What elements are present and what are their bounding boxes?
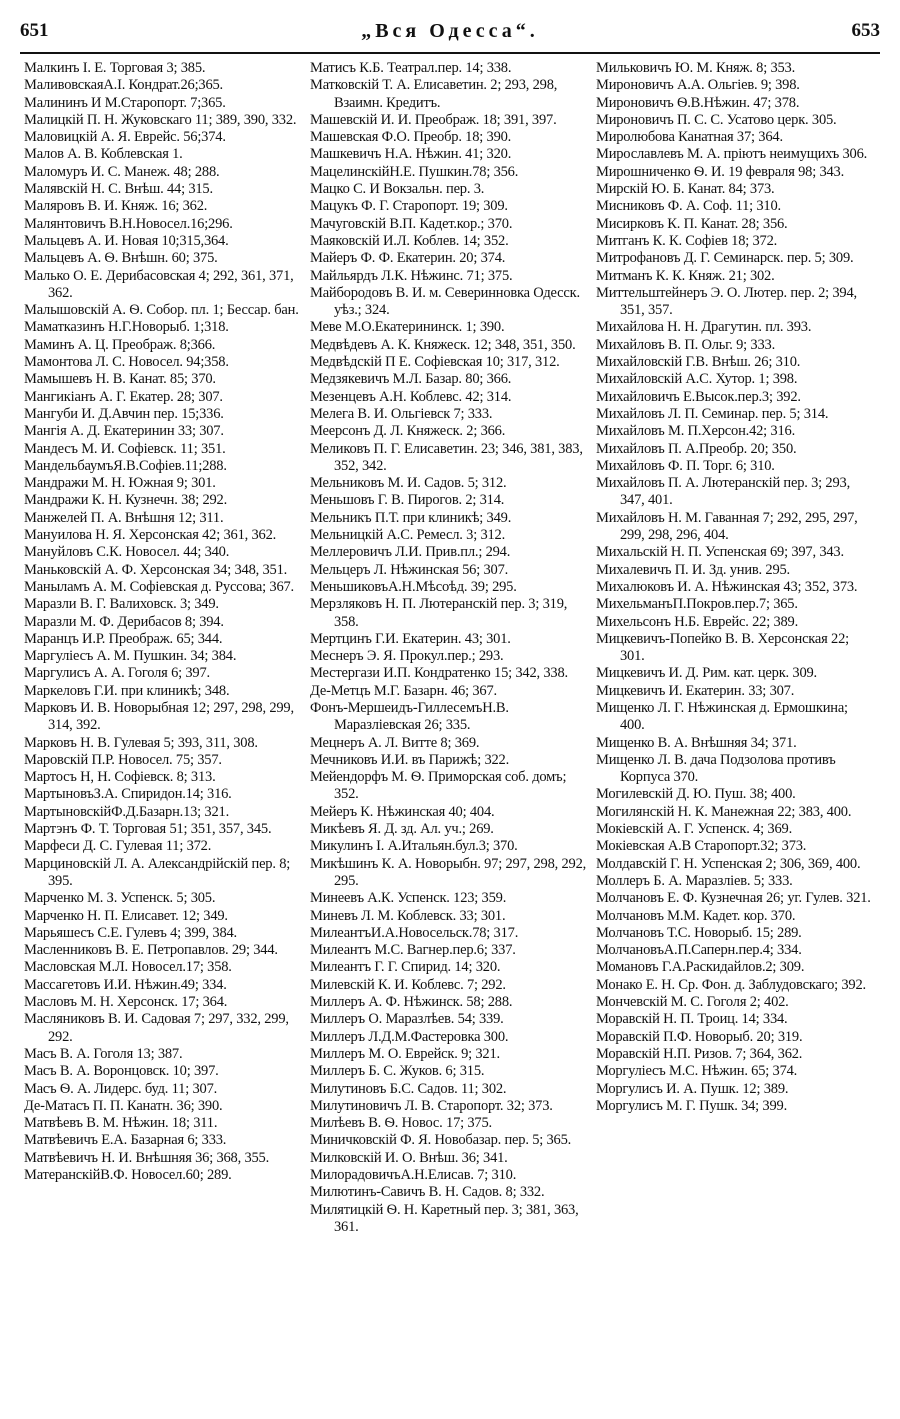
directory-entry: Маранцъ И.Р. Преображ. 65; 344. (24, 630, 223, 647)
directory-entry: Моргулисъ М. Г. Пушк. 34; 399. (596, 1097, 787, 1114)
directory-entry: Матковскій Т. А. Елисаветин. 2; 293, 298, Взаимн. Кредитъ. (310, 77, 558, 111)
directory-entry: Михайловъ Ф. П. Торг. 6; 310. (596, 457, 775, 474)
directory-entry: Молчановъ Т.С. Новорыб. 15; 289. (596, 924, 802, 941)
directory-entry: Молчановъ Е. Ф. Кузнечная 26; уг. Гулев. 321. (596, 890, 871, 907)
directory-entry: МеньшиковъА.Н.Мѣсоѣд. 39; 295. (310, 578, 517, 595)
directory-entry: МартыновъЗ.А. Спиридон.14; 316. (24, 786, 232, 803)
directory-entry: Марковъ И. В. Новорыбная 12; 297, 298, 299, 314, 392. (24, 699, 294, 734)
directory-entry: Маргуліесъ А. М. Пушкин. 34; 384. (24, 648, 237, 665)
directory-entry: Машевская Ф.О. Преобр. 18; 390. (310, 129, 512, 146)
directory-entry: Миневъ Л. М. Коблевск. 33; 301. (310, 907, 506, 924)
directory-entry: Моравскій П.Ф. Новорыб. 20; 319. (596, 1028, 803, 1045)
directory-entry: Минеевъ А.К. Успенск. 123; 359. (310, 890, 507, 907)
directory-entry: Мерзляковъ Н. П. Лютеранскій пер. 3; 319, 358. (310, 596, 568, 630)
directory-entry: Маргулисъ А. А. Гоголя 6; 397. (24, 665, 210, 682)
column-2 (306, 60, 591, 1236)
directory-entry: Мисирковъ К. П. Канат. 28; 356. (596, 215, 788, 232)
directory-entry: Маразли М. Ф. Дерибасов 8; 394. (24, 613, 224, 630)
directory-entry: Маньковскій А. Ф. Херсонская 34; 348, 351. (24, 561, 288, 578)
directory-entry: Моргулисъ И. А. Пушк. 12; 389. (596, 1080, 789, 1097)
directory-entry: Меве М.О.Екатерининск. 1; 390. (310, 319, 505, 336)
directory-entry: Михайловъ В. П. Ольг. 9; 333. (596, 336, 776, 353)
directory-entry: Милутиновъ Б.С. Садов. 11; 302. (310, 1080, 507, 1097)
directory-entry: Мелега В. И. Ольгіевск 7; 333. (310, 405, 493, 422)
directory-entry: Милѣевъ В. Ѳ. Новос. 17; 375. (310, 1115, 492, 1132)
directory-entry: Мицкевичъ И. Екатерин. 33; 307. (596, 682, 795, 699)
directory-entry: Мироновичъ П. С. С. Усатово церк. 305. (596, 111, 837, 128)
directory-entry: Медзякевичъ М.Л. Базар. 80; 366. (310, 371, 512, 388)
directory-entry: Мельникъ П.Т. при клиникѣ; 349. (310, 509, 512, 526)
directory-entry: Милутиновичъ Л. В. Старопорт. 32; 373. (310, 1097, 553, 1114)
directory-entry: Михальскій Н. П. Успенская 69; 397, 343. (596, 544, 844, 561)
directory-entry: Марьяшесъ С.Е. Гулевъ 4; 399, 384. (24, 924, 237, 941)
directory-entry: Мечниковъ И.И. въ Парижѣ; 322. (310, 751, 510, 768)
directory-entry: Меньшовъ Г. В. Пирогов. 2; 314. (310, 492, 505, 509)
directory-entry: МаливовскаяА.I. Кондрат.26;365. (24, 77, 223, 94)
directory-entry: Милютинъ-Савичъ В. Н. Садов. 8; 332. (310, 1184, 545, 1201)
directory-entry: Мицкевичъ-Попейко В. В. Херсонская 22; 301. (596, 630, 849, 665)
directory-entry: Масловъ М. Н. Херсонск. 17; 364. (24, 994, 228, 1011)
directory-entry: Михайловскій Г.В. Внѣш. 26; 310. (596, 354, 801, 371)
directory-entry: Молдавскій Г. Н. Успенская 2; 306, 369, 400. (596, 855, 861, 872)
directory-entry: Мацко С. И Вокзальн. пер. 3. (310, 181, 485, 198)
directory-entry: Михайловъ Н. М. Гаванная 7; 292, 295, 297, 299, 298, 296, 404. (596, 509, 858, 544)
directory-entry: Малявскій Н. С. Внѣш. 44; 315. (24, 181, 213, 198)
directory-entry: Мейендорфъ М. Ѳ. Приморская соб. домъ; 352. (310, 769, 567, 803)
directory-entry: Михайлова Н. Н. Драгутин. пл. 393. (596, 319, 812, 336)
directory-entry: Мандражи М. Н. Южная 9; 301. (24, 475, 216, 492)
directory-entry: Мельницкій А.С. Ремесл. 3; 312. (310, 527, 506, 544)
directory-entry: Мангуби И. Д.Авчин пер. 15;336. (24, 405, 224, 422)
directory-entry: Мертцинъ Г.И. Екатерин. 43; 301. (310, 630, 511, 647)
directory-entry: МартыновскійФ.Д.Базарн.13; 321. (24, 803, 229, 820)
directory-entry: Мацукъ Ф. Г. Старопорт. 19; 309. (310, 198, 508, 215)
directory-entry: Местергази И.П. Кондратенко 15; 342, 338. (310, 665, 568, 682)
directory-entry: Медвѣдевъ А. К. Княжеск. 12; 348, 351, 350. (310, 336, 576, 353)
directory-entry: Мирскій Ю. Б. Канат. 84; 373. (596, 181, 775, 198)
directory-entry: Мальцевъ А. Ѳ. Внѣшн. 60; 375. (24, 250, 218, 267)
directory-entry: Марциновскій Л. А. Александрійскій пер. 8; 395. (24, 855, 291, 889)
left-page-number: 651 (20, 20, 49, 41)
directory-entry: Мануилова Н. Я. Херсонская 42; 361, 362. (24, 527, 277, 544)
directory-entry: Маровскій П.Р. Новосел. 75; 357. (24, 751, 222, 768)
directory-entry: Мартосъ Н, Н. Софіевск. 8; 313. (24, 769, 216, 786)
directory-entry: Малянтовичъ В.Н.Новосел.16;296. (24, 215, 233, 232)
directory-entry: Моллеръ Б. А. Маразліев. 5; 333. (596, 872, 793, 889)
header-rule (20, 52, 880, 54)
directory-entry: Митманъ К. К. Княж. 21; 302. (596, 267, 775, 284)
column-1 (20, 60, 305, 1236)
directory-entry: Миллеръ Б. С. Жуков. 6; 315. (310, 1063, 485, 1080)
directory-entry: Манжелей П. А. Внѣшня 12; 311. (24, 509, 224, 526)
directory-entry: Мануйловъ С.К. Новосел. 44; 340. (24, 544, 230, 561)
directory-entry: Медвѣдскій П Е. Софіевская 10; 317, 312. (310, 354, 560, 371)
directory-entry: Мачуговскій В.П. Кадет.кор.; 370. (310, 215, 513, 232)
directory-entry: Матвѣевичъ Е.А. Базарная 6; 333. (24, 1132, 227, 1149)
directory-entry: Малышовскій А. Ѳ. Собор. пл. 1; Бессар. бан. (24, 302, 299, 319)
directory-entry: Марфеси Д. С. Гулевая 11; 372. (24, 838, 212, 855)
directory-entry: Михайловъ П. А. Лютеранскій пер. 3; 293, 347, 401. (596, 475, 851, 509)
directory-entry: Маныламъ А. М. Софіевская д. Руссова; 367. (24, 578, 294, 595)
directory-entry: Матвѣевъ В. М. Нѣжин. 18; 311. (24, 1115, 218, 1132)
directory-entry: Мончевскій М. С. Гоголя 2; 402. (596, 994, 789, 1011)
directory-entry: Мищенко В. А. Внѣшняя 34; 371. (596, 734, 797, 751)
directory-entry: Массагетовъ И.И. Нѣжин.49; 334. (24, 976, 227, 993)
directory-entry: Моргуліесъ М.С. Нѣжин. 65; 374. (596, 1063, 798, 1080)
directory-entry: Мальцевъ А. И. Новая 10;315,364. (24, 232, 229, 249)
directory-entry: Меллеровичъ Л.И. Прив.пл.; 294. (310, 544, 511, 561)
directory-entry: Мандесъ М. И. Софіевск. 11; 351. (24, 440, 226, 457)
directory-entry: Миллеръ О. Маразлѣев. 54; 339. (310, 1011, 504, 1028)
directory-entry: Маминъ А. Ц. Преображ. 8;366. (24, 336, 216, 353)
directory-entry: Молчановъ М.М. Кадет. кор. 370. (596, 907, 796, 924)
directory-entry: Майеръ Ф. Ф. Екатерин. 20; 374. (310, 250, 506, 267)
directory-entry: Меснеръ Э. Я. Прокул.пер.; 293. (310, 648, 504, 665)
columns (20, 60, 880, 1236)
directory-entry: Масъ В. А. Воронцовск. 10; 397. (24, 1063, 219, 1080)
directory-entry: Маматказинъ Н.Г.Новорыб. 1;318. (24, 319, 229, 336)
directory-entry: Михайловичъ Е.Высок.пер.3; 392. (596, 388, 801, 405)
directory-entry: Микѣшинъ К. А. Новорыбн. 97; 297, 298, 292, 295. (310, 855, 587, 889)
directory-entry: Михайловъ Л. П. Семинар. пер. 5; 314. (596, 405, 829, 422)
directory-entry: Меерсонъ Д. Л. Княжеск. 2; 366. (310, 423, 506, 440)
directory-entry: Михайловъ М. П.Херсон.42; 316. (596, 423, 795, 440)
directory-entry: МацелинскійН.Е. Пушкин.78; 356. (310, 163, 519, 180)
directory-entry: Масленниковъ В. Е. Петропавлов. 29; 344. (24, 942, 278, 959)
column-3 (592, 60, 877, 1236)
directory-entry: Мельцеръ Л. Нѣжинская 56; 307. (310, 561, 509, 578)
directory-entry: Милеантъ М.С. Вагнер.пер.6; 337. (310, 942, 516, 959)
directory-entry: Микѣевъ Я. Д. зд. Ал. уч.; 269. (310, 821, 494, 838)
directory-entry: Михайловскій А.С. Хутор. 1; 398. (596, 371, 798, 388)
directory-entry: Миттельштейнеръ Э. О. Лютер. пер. 2; 394, 351, 357. (596, 284, 857, 319)
directory-entry: Матвѣевичъ Н. И. Внѣшняя 36; 368, 355. (24, 1149, 270, 1166)
directory-entry: Малининъ И М.Старопорт. 7;365. (24, 94, 226, 111)
directory-entry: Михайловъ П. А.Преобр. 20; 350. (596, 440, 797, 457)
directory-entry: Михельсонъ Н.Б. Еврейс. 22; 389. (596, 613, 799, 630)
directory-entry: Мильковичъ Ю. М. Княж. 8; 353. (596, 60, 796, 76)
directory-entry: Миллеръ Л.Д.М.Фастеровка 300. (310, 1028, 509, 1045)
directory-entry: Миничковскій Ф. Я. Новобазар. пер. 5; 365. (310, 1132, 572, 1149)
directory-entry: Малов А. В. Коблевская 1. (24, 146, 183, 163)
directory-entry: Митганъ К. К. Софіев 18; 372. (596, 232, 778, 249)
directory-entry: Малкинъ I. Е. Торговая 3; 385. (24, 60, 206, 76)
directory-entry: Малько О. Е. Дерибасовская 4; 292, 361, 371, 362. (24, 267, 294, 301)
directory-entry: Мищенко Л. Г. Нѣжинская д. Ермошкина; 400. (596, 699, 848, 734)
directory-entry: Мангикіанъ А. Г. Екатер. 28; 307. (24, 388, 223, 405)
directory-entry: Милятицкій Ѳ. Н. Каретный пер. 3; 381, 363, 361. (310, 1201, 579, 1235)
directory-entry: Мироновичъ Ѳ.В.Нѣжин. 47; 378. (596, 94, 800, 111)
directory-entry: Де-Матасъ П. П. Канатн. 36; 390. (24, 1097, 223, 1114)
page-title: „Вся Одесса“. (361, 19, 539, 42)
directory-entry: Мангія А. Д. Екатеринин 33; 307. (24, 423, 224, 440)
directory-entry: Мартэнъ Ф. Т. Торговая 51; 351, 357, 345. (24, 821, 272, 838)
directory-entry: Маяковскій И.Л. Коблев. 14; 352. (310, 232, 509, 249)
directory-entry: Маляровъ В. И. Княж. 16; 362. (24, 198, 208, 215)
directory-entry: Масъ Ѳ. А. Лидерс. буд. 11; 307. (24, 1080, 218, 1097)
directory-entry: Малицкій П. Н. Жуковскаго 11; 389, 390, 332. (24, 111, 297, 128)
directory-entry: Марченко М. З. Успенск. 5; 305. (24, 890, 216, 907)
page-header (20, 16, 880, 46)
directory-entry: Мищенко Л. В. дача Подзолова противъ Корпуса 370. (596, 751, 836, 786)
directory-entry: МихельманъП.Покров.пер.7; 365. (596, 596, 798, 613)
directory-entry: Милевскій К. И. Коблевс. 7; 292. (310, 976, 506, 993)
directory-entry: Миллеръ М. О. Еврейск. 9; 321. (310, 1045, 500, 1062)
directory-entry: Маловицкій А. Я. Еврейс. 56;374. (24, 129, 226, 146)
directory-entry: Моравскій Н.П. Ризов. 7; 364, 362. (596, 1045, 803, 1062)
directory-entry: Могилянскій Н. К. Манежная 22; 383, 400. (596, 803, 852, 820)
directory-entry: МилеантъИ.А.Новосельск.78; 317. (310, 924, 519, 941)
directory-entry: Майбородовъ В. И. м. Северинновка Одесск. уѣз.; 324. (310, 284, 580, 319)
directory-entry: Матисъ К.Б. Театрал.пер. 14; 338. (310, 60, 512, 76)
directory-entry: Масъ В. А. Гоголя 13; 387. (24, 1045, 183, 1062)
directory-entry: Маразли В. Г. Валиховск. 3; 349. (24, 596, 219, 613)
directory-entry: Фонъ-Мершеидъ-ГиллесемъН.В. Маразліевская 26; 335. (310, 699, 509, 734)
directory-entry: Мокіевскій А. Г. Успенск. 4; 369. (596, 821, 792, 838)
directory-entry: Миллеръ А. Ф. Нѣжинск. 58; 288. (310, 994, 513, 1011)
directory-entry: МатеранскійВ.Ф. Новосел.60; 289. (24, 1167, 232, 1183)
directory-entry: МилорадовичъА.Н.Елисав. 7; 310. (310, 1167, 517, 1183)
directory-entry: МандельбаумъЯ.В.Софіев.11;288. (24, 457, 227, 474)
directory-entry: Момановъ Г.А.Раскидайлов.2; 309. (596, 959, 805, 976)
directory-entry: Маркеловъ Г.И. при клиникѣ; 348. (24, 682, 230, 699)
directory-entry: Мирославлевъ М. А. пріютъ неимущихъ 306. (596, 146, 868, 163)
directory-entry: Мецнеръ А. Л. Витте 8; 369. (310, 734, 480, 751)
directory-entry: Меликовъ П. Г. Елисаветин. 23; 346, 381, 383, 352, 342. (310, 440, 583, 474)
directory-entry: Митрофановъ Д. Г. Семинарск. пер. 5; 309. (596, 250, 854, 267)
directory-entry: Машевскій И. И. Преображ. 18; 391, 397. (310, 111, 557, 128)
directory-entry: Машкевичъ Н.А. Нѣжин. 41; 320. (310, 146, 512, 163)
directory-entry: Масловская М.Л. Новосел.17; 358. (24, 959, 232, 976)
directory-entry: Марченко Н. П. Елисавет. 12; 349. (24, 907, 228, 924)
directory-entry: Мандражи К. Н. Кузнечн. 38; 292. (24, 492, 228, 509)
directory-entry: Мисниковъ Ф. А. Соф. 11; 310. (596, 198, 781, 215)
directory-entry: Маломуръ И. С. Манеж. 48; 288. (24, 163, 220, 180)
directory-entry: Микулинъ І. А.Итальян.бул.3; 370. (310, 838, 518, 855)
directory-entry: Мезенцевъ А.Н. Коблевс. 42; 314. (310, 388, 512, 405)
directory-entry: Мейеръ К. Нѣжинская 40; 404. (310, 803, 495, 820)
directory-entry: Миролюбова Канатная 37; 364. (596, 129, 783, 146)
directory-entry: Мамонтова Л. С. Новосел. 94;358. (24, 354, 229, 371)
directory-entry: Мамышевъ Н. В. Канат. 85; 370. (24, 371, 216, 388)
directory-entry: МолчановъА.П.Саперн.пер.4; 334. (596, 942, 802, 959)
right-page-number: 653 (851, 20, 880, 41)
directory-entry: Мирошниченко Ѳ. И. 19 февраля 98; 343. (596, 163, 845, 180)
directory-entry: Монако Е. Н. Ср. Фон. д. Заблудовскаго; 392. (596, 976, 866, 993)
directory-entry: Мельниковъ М. И. Садов. 5; 312. (310, 475, 507, 492)
directory-entry: Моравскій Н. П. Троиц. 14; 334. (596, 1011, 788, 1028)
directory-entry: Милеантъ Г. Г. Спирид. 14; 320. (310, 959, 501, 976)
directory-entry: Милковскій И. О. Внѣш. 36; 341. (310, 1149, 508, 1166)
directory-entry: Масляниковъ В. И. Садовая 7; 297, 332, 299, 292. (24, 1011, 289, 1045)
directory-entry: Мицкевичъ И. Д. Рим. кат. церк. 309. (596, 665, 817, 682)
directory-entry: Мокіевская А.В Старопорт.32; 373. (596, 838, 807, 855)
directory-entry: Могилевскій Д. Ю. Пуш. 38; 400. (596, 786, 796, 803)
directory-entry: Марковъ Н. В. Гулевая 5; 393, 311, 308. (24, 734, 258, 751)
directory-entry: Михалевичъ П. И. Зд. унив. 295. (596, 561, 790, 578)
directory-entry: Де-Метцъ М.Г. Базарн. 46; 367. (310, 682, 497, 699)
directory-entry: Мироновичъ А.А. Ольгіев. 9; 398. (596, 77, 800, 94)
directory-entry: Майльярдъ Л.К. Нѣжинс. 71; 375. (310, 267, 513, 284)
directory-entry: Михалюковъ И. А. Нѣжинская 43; 352, 373. (596, 578, 858, 595)
